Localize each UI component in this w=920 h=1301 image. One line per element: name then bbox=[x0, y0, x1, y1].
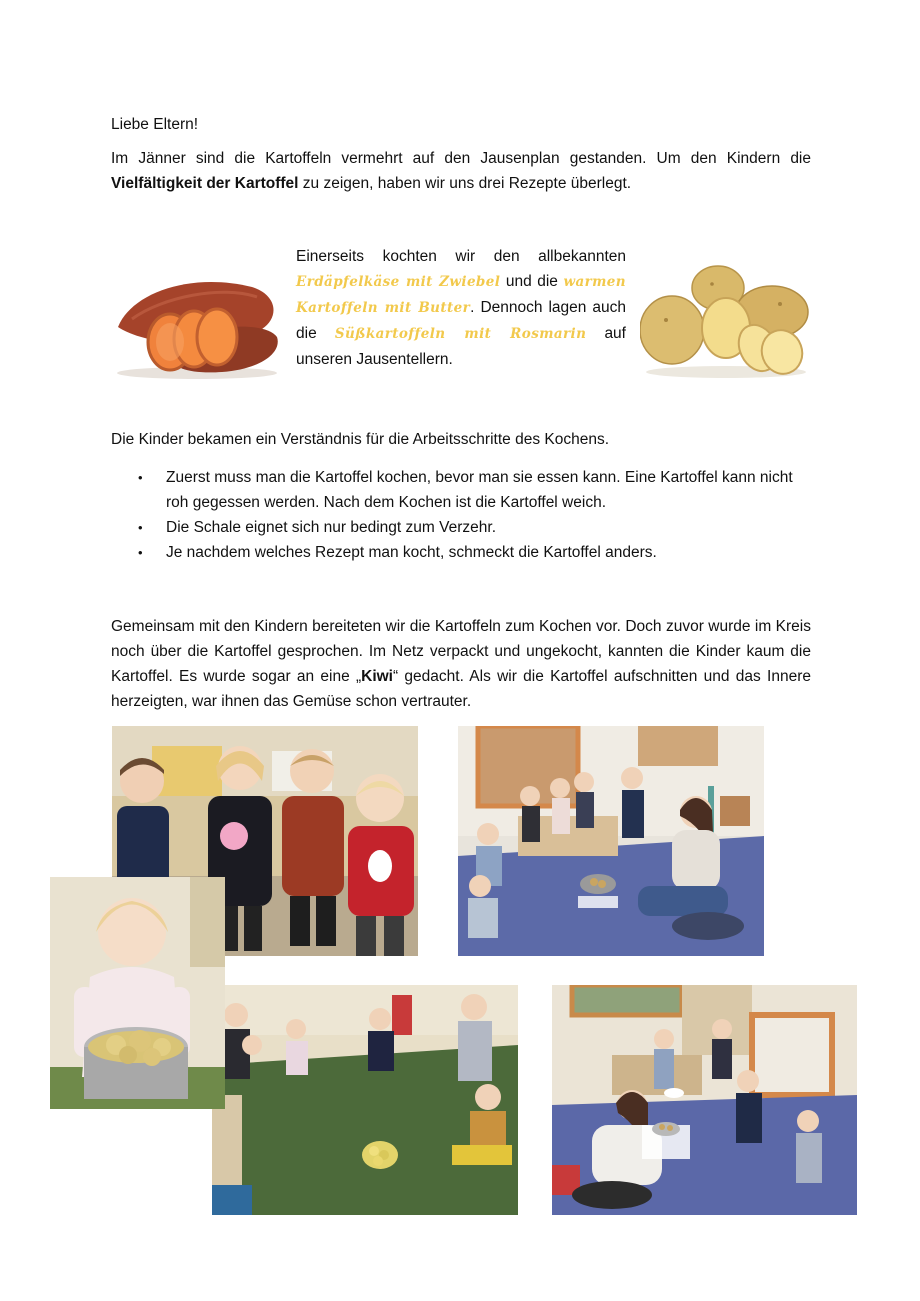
recipes-paragraph bbox=[296, 244, 626, 372]
step-text: Je nachdem welches Rezept man kocht, schmeckt die Kartoffel anders. bbox=[166, 544, 657, 561]
photo-circle-net-bag bbox=[212, 985, 518, 1215]
sweet-potato-image bbox=[112, 257, 282, 382]
photo-teacher-circle bbox=[458, 726, 764, 956]
para2-text-end: “ gedacht. Als wir die Kartoffel aufschnitten und das Innere herzeigten, war ihnen das Gemüse schon vertrauter. bbox=[111, 668, 811, 710]
recipes-text-1: Einerseits kochten wir den allbekannten bbox=[296, 248, 626, 265]
bullet: • bbox=[138, 470, 143, 485]
steps-list bbox=[138, 465, 818, 565]
recipes-text-4: auf unseren Jausentellern. bbox=[296, 325, 626, 368]
recipes-text-2: und die bbox=[500, 273, 564, 290]
greeting: Liebe Eltern! bbox=[111, 116, 199, 133]
bullet: • bbox=[138, 545, 143, 560]
photo-teacher-showing-potatoes bbox=[552, 985, 857, 1215]
preparation-paragraph bbox=[111, 614, 811, 714]
list-item bbox=[138, 515, 818, 540]
intro-paragraph bbox=[111, 146, 811, 196]
list-item bbox=[138, 465, 818, 515]
step-text: Die Schale eignet sich nur bedingt zum Verzehr. bbox=[166, 519, 496, 536]
intro-bold-phrase: Vielfältigkeit der Kartoffel bbox=[111, 175, 299, 192]
para2-text-start: Gemeinsam mit den Kindern bereiteten wir die Kartoffeln zum Kochen vor. Doch zuvor wurde im Kreis noch über die Kartoffel gesprochen. Im Netz verpackt und ungekocht, kannten die Kinder kaum die Kartoffel. Es wurde sogar an eine „ bbox=[111, 618, 811, 685]
list-item bbox=[138, 540, 818, 565]
kiwi-word: Kiwi bbox=[361, 668, 393, 685]
bullet: • bbox=[138, 520, 143, 535]
photo-girl-with-pot bbox=[50, 877, 225, 1109]
recipe-erdaepfelkaese: Erdäpfelkäse mit Zwiebel bbox=[296, 274, 501, 290]
recipes-text-3: . Dennoch lagen auch die bbox=[296, 299, 626, 342]
intro-text-end: zu zeigen, haben wir uns drei Rezepte überlegt. bbox=[298, 175, 632, 192]
potatoes-image bbox=[640, 260, 812, 380]
recipe-sweet-potatoes: Süßkartoffeln mit Rosmarin bbox=[334, 326, 587, 342]
step-text: Zuerst muss man die Kartoffel kochen, bevor man sie essen kann. Eine Kartoffel kann nicht roh gegessen werden. Nach dem Kochen ist die Kartoffel weich. bbox=[166, 469, 793, 511]
steps-intro: Die Kinder bekamen ein Verständnis für die Arbeitsschritte des Kochens. bbox=[111, 431, 609, 448]
intro-text-start: Im Jänner sind die Kartoffeln vermehrt auf den Jausenplan gestanden. Um den Kindern die bbox=[111, 150, 811, 167]
recipe-warm-potatoes: warmen Kartoffeln mit Butter bbox=[296, 274, 627, 316]
